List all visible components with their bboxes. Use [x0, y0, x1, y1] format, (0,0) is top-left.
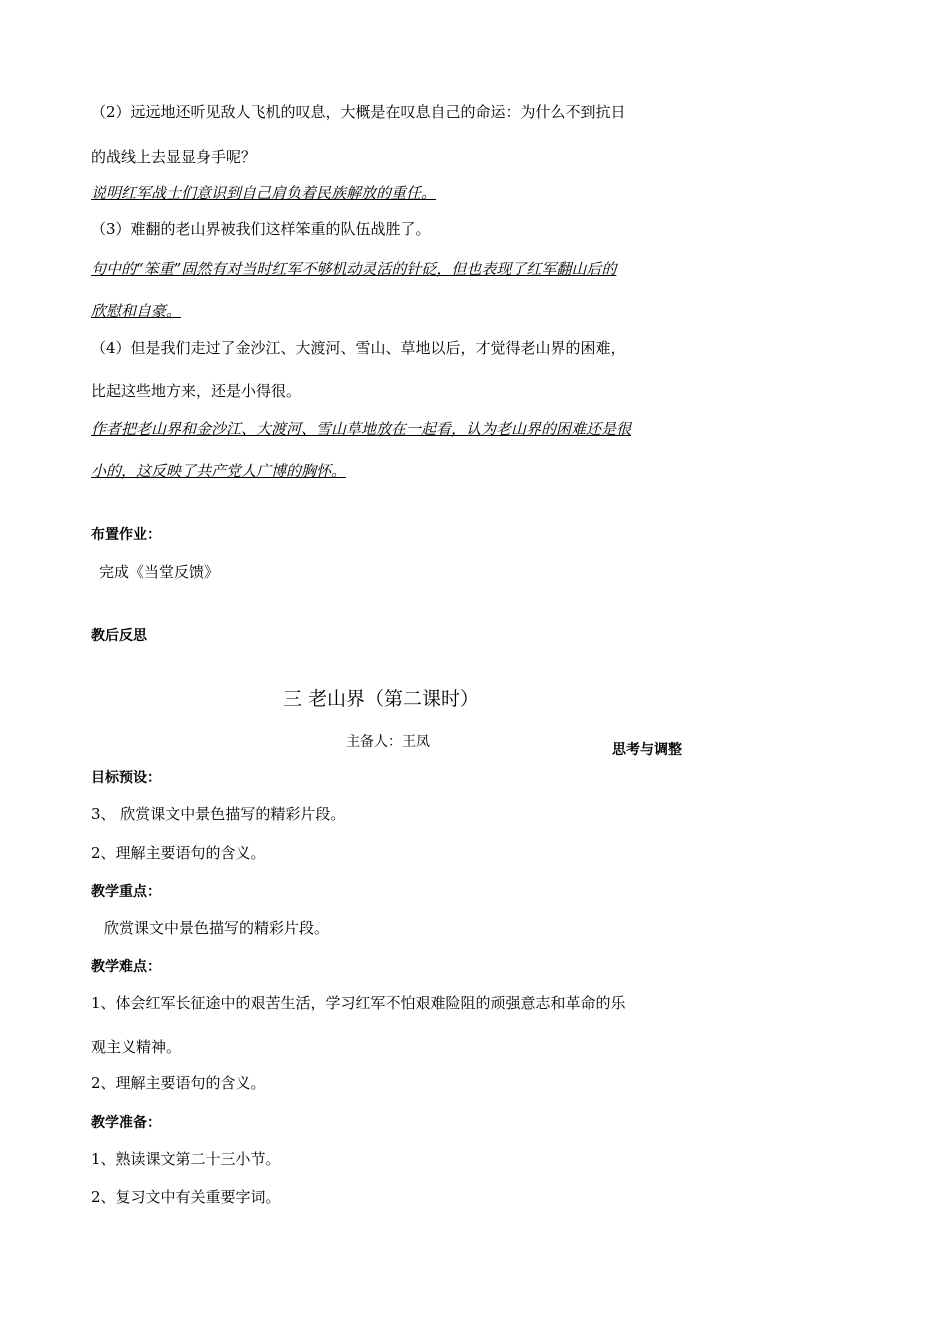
preparation-heading: 教学准备： — [91, 1115, 161, 1131]
goals-heading: 目标预设： — [91, 770, 161, 786]
preparation-item-2: 2、复习文中有关重要字词。 — [91, 1188, 281, 1206]
goal-item-2: 2、理解主要语句的含义。 — [91, 844, 266, 862]
question-4-answer-line-1: 作者把老山界和金沙江、大渡河、雪山草地放在一起看，认为老山界的困难还是很 — [91, 420, 632, 438]
difficulty-item-1-line-1: 1、体会红军长征途中的艰苦生活，学习红军不怕艰难险阻的顽强意志和革命的乐 — [91, 994, 626, 1012]
key-point-heading: 教学重点： — [91, 884, 161, 900]
homework-content: 完成《当堂反馈》 — [99, 563, 220, 581]
preparation-item-1: 1、熟读课文第二十三小节。 — [91, 1150, 281, 1168]
question-2-answer: 说明红军战士们意识到自己肩负着民族解放的重任。 — [91, 184, 437, 202]
question-2-line-1: （2）远远地还听见敌人飞机的叹息，大概是在叹息自己的命运：为什么不到抗日 — [91, 103, 626, 121]
question-4-answer-line-2: 小的，这反映了共产党人广博的胸怀。 — [91, 462, 347, 480]
difficulty-item-1-line-2: 观主义精神。 — [91, 1038, 182, 1056]
goal-item-1: 3、 欣赏课文中景色描写的精彩片段。 — [91, 805, 346, 823]
difficulty-heading: 教学难点： — [91, 959, 161, 975]
question-4-line-2: 比起这些地方来，还是小得很。 — [91, 382, 302, 400]
question-3-answer-line-2: 欣慰和自豪。 — [91, 302, 182, 320]
key-point-content: 欣赏课文中景色描写的精彩片段。 — [104, 919, 330, 937]
question-4-line-1: （4）但是我们走过了金沙江、大渡河、雪山、草地以后，才觉得老山界的困难， — [91, 339, 626, 357]
question-3-line-1: （3）难翻的老山界被我们这样笨重的队伍战胜了。 — [91, 220, 431, 238]
difficulty-item-2: 2、理解主要语句的含义。 — [91, 1074, 266, 1092]
side-column-heading: 思考与调整 — [612, 742, 682, 758]
question-2-line-2: 的战线上去显显身手呢？ — [91, 148, 257, 166]
question-3-answer-line-1: 句中的“笨重”固然有对当时红军不够机动灵活的针砭，但也表现了红军翻山后的 — [91, 260, 617, 278]
reflection-heading: 教后反思 — [91, 628, 147, 644]
homework-heading: 布置作业： — [91, 527, 161, 543]
lesson-author: 主备人：王凤 — [346, 734, 430, 750]
lesson-title: 三 老山界（第二课时） — [283, 688, 480, 710]
